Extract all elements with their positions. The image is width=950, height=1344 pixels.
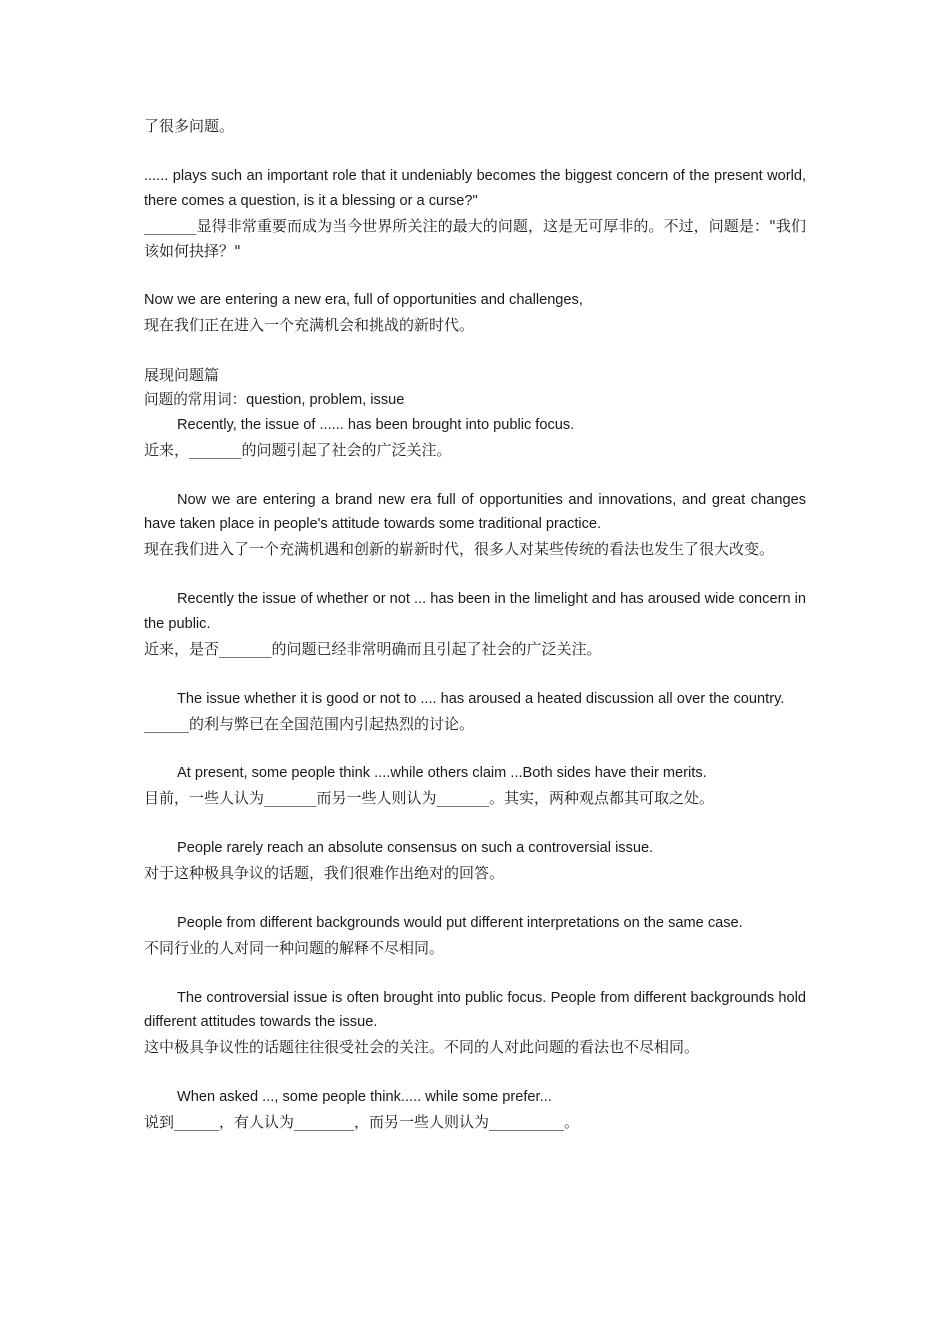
text-line-zh: 现在我们进入了一个充满机遇和创新的崭新时代，很多人对某些传统的看法也发生了很大改变。 bbox=[144, 540, 775, 559]
text-line-en: People rarely reach an absolute consensus on such a controversial issue. bbox=[177, 840, 654, 857]
paragraph-gap bbox=[144, 1060, 806, 1085]
paragraph-gap bbox=[144, 139, 806, 164]
text-line-en: People from different backgrounds would put different interpretations on the same case. bbox=[177, 914, 743, 931]
text-line-zh: 对于这种极具争议的话题，我们很难作出绝对的回答。 bbox=[144, 864, 505, 883]
text-line-zh: ______的利与弊已在全国范围内引起热烈的讨论。 bbox=[144, 714, 475, 733]
paragraph-gap bbox=[144, 463, 806, 488]
text-line-zh: 说到______，有人认为________，而另一些人则认为__________。 bbox=[144, 1113, 580, 1132]
text-line-zh: 目前，一些人认为_______而另一些人则认为_______。其实，两种观点都其可取之处。 bbox=[144, 789, 715, 808]
text-line-en: Now we are entering a brand new era full of opportunities and innovations, and great changes have taken place in people's attitude towards some traditional practice. bbox=[144, 491, 806, 533]
paragraph-gap bbox=[144, 263, 806, 288]
text-line-zh: 不同行业的人对同一种问题的解释不尽相同。 bbox=[144, 938, 445, 957]
text-line-zh: 了很多问题。 bbox=[144, 117, 235, 135]
common-words-line: 问题的常用词：question, problem, issue bbox=[144, 391, 405, 408]
text-line-en: The controversial issue is often brought into public focus. People from different backgrounds hold different attitudes towards the issue. bbox=[144, 989, 806, 1031]
paragraph-gap bbox=[144, 886, 806, 911]
text-line-zh: 这中极具争议性的话题往往很受社会的关注。不同的人对此问题的看法也不尽相同。 bbox=[144, 1038, 700, 1057]
text-line-zh: 近来，是否_______的问题已经非常明确而且引起了社会的广泛关注。 bbox=[144, 639, 602, 658]
document-body bbox=[144, 114, 806, 1135]
text-line-en: The issue whether it is good or not to .... has aroused a heated discussion all over the country. bbox=[177, 690, 785, 707]
text-line-en: Now we are entering a new era, full of opportunities and challenges, bbox=[144, 292, 583, 309]
text-line-zh: 现在我们正在进入一个充满机会和挑战的新时代。 bbox=[144, 316, 475, 335]
paragraph-gap bbox=[144, 961, 806, 986]
paragraph-gap bbox=[144, 737, 806, 762]
text-line-en: ...... plays such an important role that it undeniably becomes the biggest concern of the present world, there comes a question, is it a blessing or a curse?" bbox=[144, 167, 806, 209]
text-line-en: At present, some people think ....while others claim ...Both sides have their merits. bbox=[177, 765, 707, 782]
paragraph-gap bbox=[144, 662, 806, 687]
text-line-en: Recently, the issue of ...... has been brought into public focus. bbox=[177, 416, 575, 433]
text-line-en: Recently the issue of whether or not ... has been in the limelight and has aroused wide concern in the public. bbox=[144, 591, 806, 633]
text-line-zh: _______显得非常重要而成为当今世界所关注的最大的问题，这是无可厚非的。不过，问题是："我们该如何抉择？" bbox=[144, 216, 806, 260]
paragraph-gap bbox=[144, 811, 806, 836]
paragraph-gap bbox=[144, 338, 806, 363]
text-line-zh: 近来，_______的问题引起了社会的广泛关注。 bbox=[144, 440, 452, 459]
section-heading: 展现问题篇 bbox=[144, 366, 220, 385]
paragraph-gap bbox=[144, 562, 806, 587]
text-line-en: When asked ..., some people think..... while some prefer... bbox=[177, 1089, 552, 1106]
